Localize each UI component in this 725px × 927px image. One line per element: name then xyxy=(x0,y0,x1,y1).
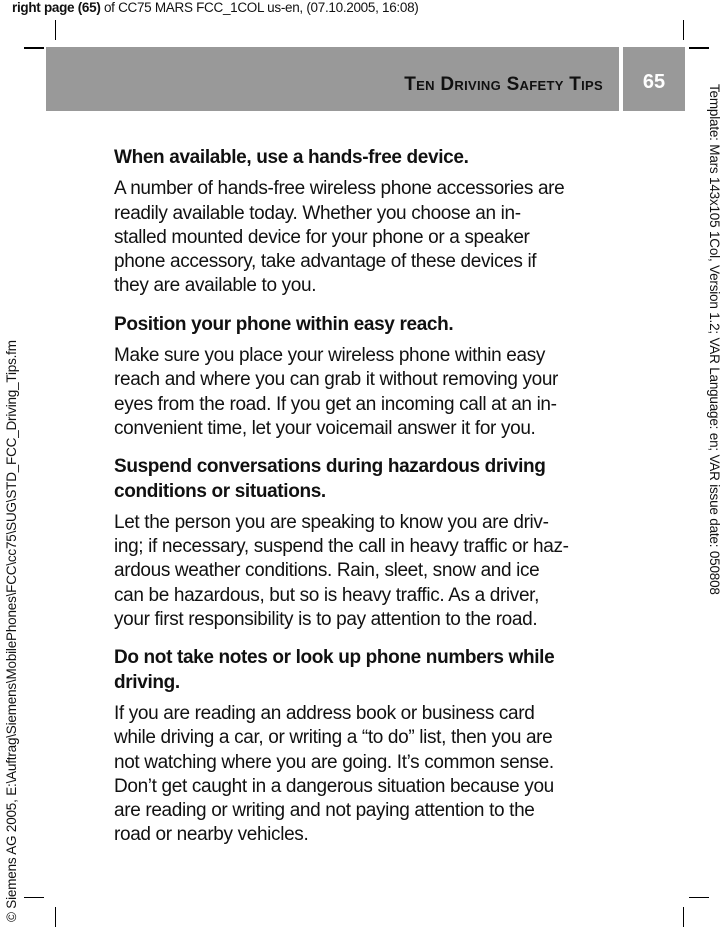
paragraph-line: while driving a car, or writing a “to do” list, then you are xyxy=(114,727,553,749)
section-heading xyxy=(114,146,624,170)
heading-line: conditions or situations. xyxy=(114,480,326,502)
paragraph-line: A number of hands-free wireless phone accessories are xyxy=(114,178,565,200)
paragraph-line: If you are reading an address book or business card xyxy=(114,702,535,724)
paragraph-line: are reading or writing and not paying attention to the xyxy=(114,800,535,822)
paragraph-line: road or nearby vehicles. xyxy=(114,824,309,846)
crop-mark xyxy=(55,907,56,927)
paragraph-line: ardous weather conditions. Rain, sleet, snow and ice xyxy=(114,560,540,582)
crop-mark xyxy=(683,20,684,40)
print-info-details: of CC75 MARS FCC_1COL us-en, (07.10.2005, 16:08) xyxy=(100,0,419,15)
heading-line: Position your phone within easy reach. xyxy=(114,313,454,335)
paragraph-line: readily available today. Whether you choose an in- xyxy=(114,202,521,224)
section-heading xyxy=(114,646,624,695)
heading-line: Suspend conversations during hazardous driving xyxy=(114,456,546,478)
crop-mark xyxy=(683,907,684,927)
paragraph-line: convenient time, let your voicemail answer it for you. xyxy=(114,417,536,439)
header-bar xyxy=(46,47,619,111)
section-paragraph xyxy=(114,344,624,441)
paragraph-line: they are available to you. xyxy=(114,275,317,297)
crop-mark xyxy=(24,897,44,898)
paragraph-line: can be hazardous, but so is heavy traffic. As a driver, xyxy=(114,584,540,606)
section-heading xyxy=(114,313,624,337)
paragraph-line: reach and where you can grab it without removing your xyxy=(114,369,559,391)
paragraph-line: ing; if necessary, suspend the call in heavy traffic or haz- xyxy=(114,536,569,558)
print-info-page: right page (65) xyxy=(12,0,101,15)
crop-mark xyxy=(689,47,709,49)
paragraph-line: Don’t get caught in a dangerous situation because you xyxy=(114,775,554,797)
page-title: Ten Driving Safety Tips xyxy=(404,74,603,95)
section-paragraph xyxy=(114,702,624,848)
page-number-box xyxy=(623,47,685,111)
template-info: Template: Mars 143x105 1Col, Version 1.2; VAR Language: en; VAR issue date: 050808 xyxy=(707,84,722,595)
paragraph-line: not watching where you are going. It’s common sense. xyxy=(114,751,554,773)
crop-mark xyxy=(55,20,56,40)
paragraph-line: your first responsibility is to pay attention to the road. xyxy=(114,609,538,631)
paragraph-line: stalled mounted device for your phone or a speaker xyxy=(114,226,530,248)
heading-line: driving. xyxy=(114,671,180,693)
copyright-path: © Siemens AG 2005, E:\Auftrag\Siemens\MobilePhones\FCC\cc75\SUG\STD_FCC_Driving_Tips.fm xyxy=(4,340,19,922)
paragraph-line: phone accessory, take advantage of these devices if xyxy=(114,251,537,273)
paragraph-line: eyes from the road. If you get an incoming call at an in- xyxy=(114,393,557,415)
paragraph-line: Make sure you place your wireless phone within easy xyxy=(114,345,545,367)
heading-line: Do not take notes or look up phone numbers while xyxy=(114,647,555,669)
section-paragraph xyxy=(114,511,624,632)
crop-mark xyxy=(689,897,709,898)
heading-line: When available, use a hands-free device. xyxy=(114,147,469,168)
section-paragraph xyxy=(114,177,624,298)
crop-mark xyxy=(24,47,44,49)
paragraph-line: Let the person you are speaking to know you are driv- xyxy=(114,511,549,533)
print-info xyxy=(12,0,418,15)
main-content xyxy=(114,146,624,862)
section-heading xyxy=(114,455,624,504)
page-number: 65 xyxy=(642,71,666,93)
